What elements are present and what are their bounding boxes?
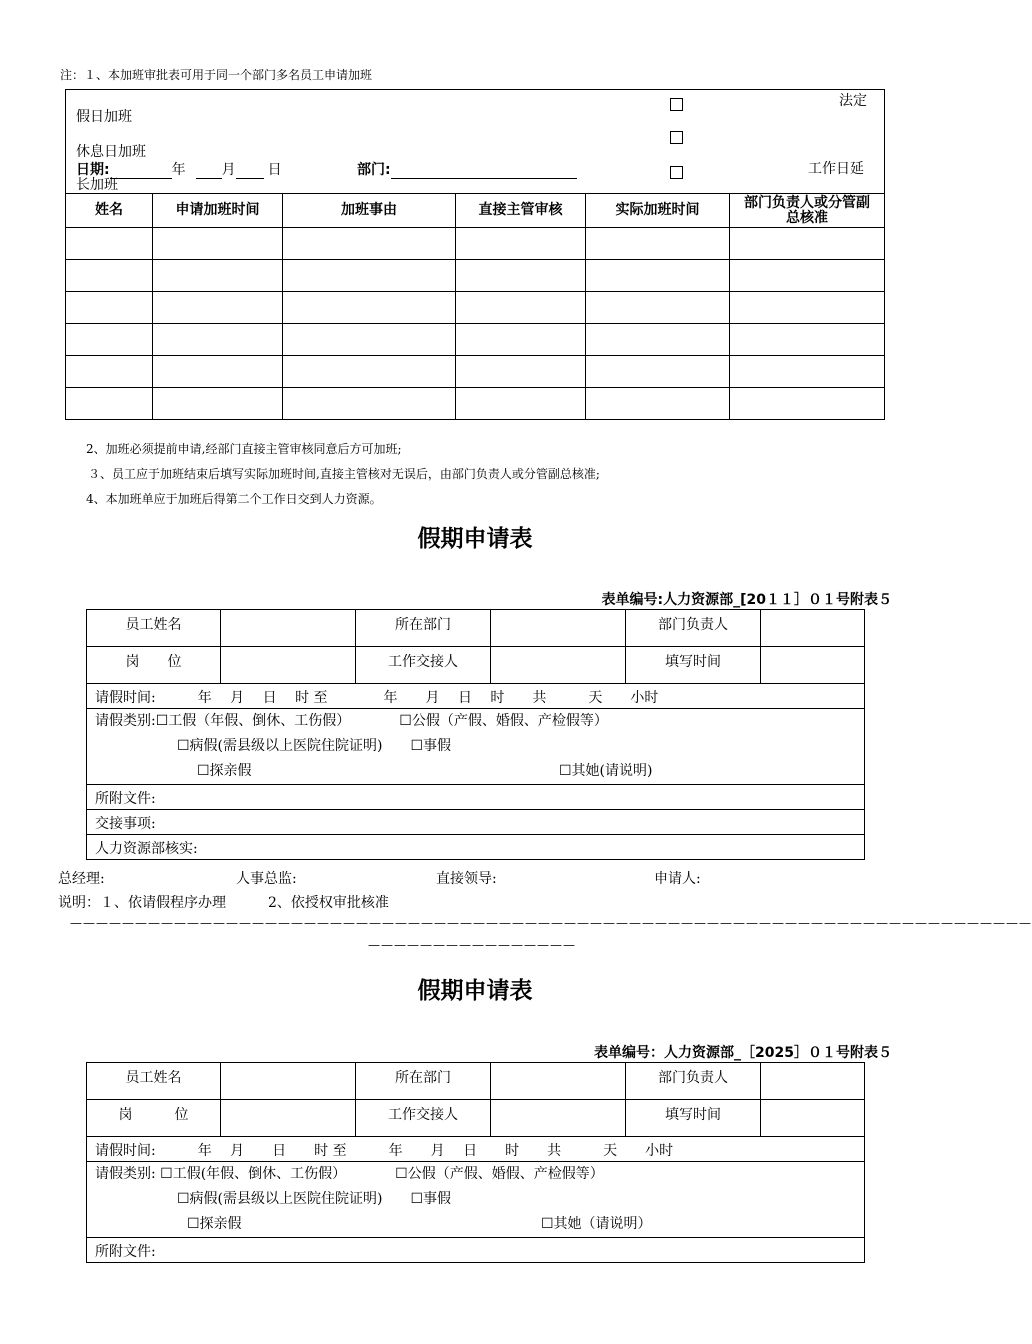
col-apply-time: 申请加班时间 — [153, 194, 283, 228]
attachments-row[interactable]: 所附文件: — [87, 785, 865, 810]
handover-person-label: 工作交接人 — [356, 647, 491, 684]
department-field[interactable] — [491, 610, 626, 647]
leave-form-1-title: 假期申请表 — [417, 526, 533, 552]
position-field[interactable] — [221, 647, 356, 684]
table-row — [66, 292, 885, 324]
handover-person-field[interactable] — [491, 1100, 626, 1137]
hr-director-label: 人事总监: — [236, 871, 297, 887]
leave-form-2-title: 假期申请表 — [417, 978, 533, 1004]
fill-time-field[interactable] — [761, 1100, 865, 1137]
dept-head-field[interactable] — [761, 1063, 865, 1100]
day-label: 日 — [267, 162, 282, 178]
explain-line: 说明：１、依请假程序办理 2、依授权审批核准 — [58, 895, 389, 911]
restday-ot-checkbox[interactable] — [670, 131, 683, 144]
date-row — [76, 159, 282, 179]
dept-head-label: 部门负责人 — [626, 610, 761, 647]
note-4: 4、本加班单应于加班后得第二个工作日交到人力资源。 — [86, 492, 382, 506]
dept-field[interactable] — [391, 162, 577, 179]
leave-type-line-2[interactable]: ☐病假(需县级以上医院住院证明) ☐事假 — [177, 738, 452, 754]
year-field[interactable] — [110, 162, 172, 179]
separator-line-1: —————————————————————————————————————————————————————————————————————————— — [70, 916, 1032, 930]
workday-ext-label-1: 法定 — [839, 93, 867, 109]
leave-type-line-2[interactable]: ☐病假(需县级以上医院住院证明) ☐事假 — [177, 1191, 452, 1207]
other-leave-option[interactable]: ☐其她（请说明） — [541, 1216, 652, 1232]
date-label: 日期: — [76, 162, 110, 178]
fill-time-label: 填写时间 — [626, 647, 761, 684]
holiday-ot-checkbox[interactable] — [670, 98, 683, 111]
family-visit-option[interactable]: ☐探亲假 — [197, 763, 252, 779]
department-field[interactable] — [491, 1063, 626, 1100]
col-reason: 加班事由 — [283, 194, 456, 228]
employee-name-field[interactable] — [221, 1063, 356, 1100]
leave-form-1-table — [86, 609, 865, 860]
table-row — [66, 324, 885, 356]
separator-line-2: ———————————————— — [368, 938, 576, 952]
holiday-ot-label: 假日加班 — [76, 109, 132, 125]
attachments-row[interactable]: 所附文件: — [87, 1238, 865, 1263]
col-supervisor-review: 直接主管审核 — [456, 194, 586, 228]
leave-form-2-table — [86, 1062, 865, 1263]
position-label: 岗 位 — [87, 1100, 221, 1137]
dept-head-label: 部门负责人 — [626, 1063, 761, 1100]
family-visit-option[interactable]: ☐探亲假 — [187, 1216, 242, 1232]
table-row — [66, 228, 885, 260]
workday-ext-label-2: 工作日延 — [808, 161, 864, 177]
col-name: 姓名 — [66, 194, 153, 228]
leave-form-2-number: 表单编号：人力资源部_［2025］０１号附表５ — [594, 1045, 892, 1061]
leave-time-row[interactable]: 请假时间: 年 月 日 时 至 年 月 日 时 共 天 小时 — [87, 684, 865, 709]
dept-label: 部门: — [357, 162, 391, 178]
leave-type-line-1[interactable]: 请假类别: ☐工假(年假、倒休、工伤假） ☐公假（产假、婚假、产检假等） — [95, 1166, 604, 1182]
overtime-table — [65, 193, 885, 420]
department-label: 所在部门 — [356, 610, 491, 647]
table-row — [66, 356, 885, 388]
position-label: 岗 位 — [87, 647, 221, 684]
dept-head-field[interactable] — [761, 610, 865, 647]
note-3: ３、员工应于加班结束后填写实际加班时间,直接主管核对无误后，由部门负责人或分管副总核准; — [88, 467, 600, 481]
table-row — [66, 388, 885, 420]
fill-time-field[interactable] — [761, 647, 865, 684]
employee-name-label: 员工姓名 — [87, 610, 221, 647]
workday-ext-label-3: 长加班 — [76, 177, 118, 193]
note-1: 注：１、本加班审批表可用于同一个部门多名员工申请加班 — [60, 68, 373, 82]
note-2: 2、加班必须提前申请,经部门直接主管审核同意后方可加班; — [86, 442, 402, 456]
col-final-approval: 部门负责人或分管副总核准 — [730, 194, 885, 228]
applicant-label: 申请人: — [654, 871, 701, 887]
workday-ext-checkbox[interactable] — [670, 166, 683, 179]
day-field[interactable] — [236, 162, 264, 179]
other-leave-option[interactable]: ☐其她(请说明) — [559, 763, 653, 779]
leave-type-cell — [87, 1162, 865, 1238]
direct-leader-label: 直接领导: — [436, 871, 497, 887]
fill-time-label: 填写时间 — [626, 1100, 761, 1137]
year-label: 年 — [171, 162, 186, 178]
employee-name-field[interactable] — [221, 610, 356, 647]
leave-form-1-number: 表单编号:人力资源部_[20１１］０１号附表５ — [601, 592, 892, 608]
month-label: 月 — [221, 162, 236, 178]
handover-person-field[interactable] — [491, 647, 626, 684]
restday-ot-label: 休息日加班 — [76, 144, 146, 160]
handover-person-label: 工作交接人 — [356, 1100, 491, 1137]
overtime-table-header — [66, 194, 885, 228]
col-actual-time: 实际加班时间 — [586, 194, 730, 228]
position-field[interactable] — [221, 1100, 356, 1137]
department-label: 所在部门 — [356, 1063, 491, 1100]
handover-items-row[interactable]: 交接事项: — [87, 810, 865, 835]
leave-time-row[interactable]: 请假时间: 年 月 日 时 至 年 月 日 时 共 天 小时 — [87, 1137, 865, 1162]
leave-type-line-1[interactable]: 请假类别:☐工假（年假、倒休、工伤假） ☐公假（产假、婚假、产检假等） — [95, 713, 608, 729]
hr-verify-row[interactable]: 人力资源部核实: — [87, 835, 865, 860]
month-field[interactable] — [196, 162, 222, 179]
gm-label: 总经理: — [58, 871, 105, 887]
dept-row — [357, 159, 577, 179]
employee-name-label: 员工姓名 — [87, 1063, 221, 1100]
leave-type-cell — [87, 709, 865, 785]
table-row — [66, 260, 885, 292]
